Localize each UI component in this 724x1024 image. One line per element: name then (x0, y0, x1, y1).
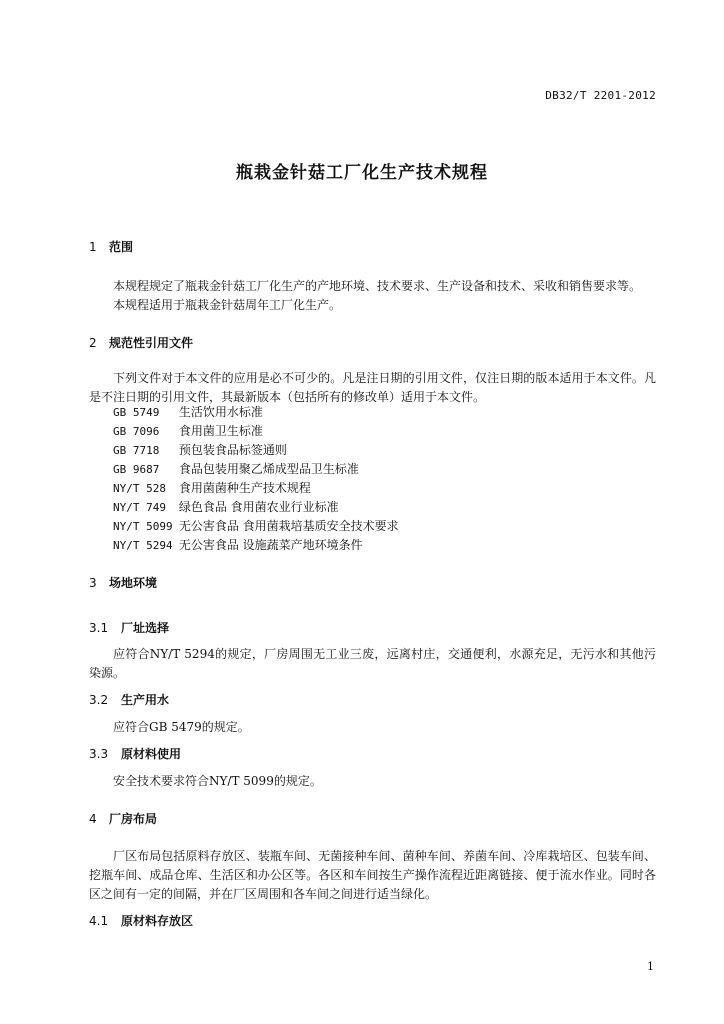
reference-item (113, 460, 399, 479)
section-4-heading (89, 810, 157, 827)
reference-item (113, 479, 399, 498)
section-number: 2 (89, 336, 97, 350)
reference-code: GB 7096 (113, 425, 160, 438)
subsection-3-1-text: 应符合NY/T 5294的规定，厂房周围无工业三废，远离村庄，交通便利，水源充足，无污水和其他污染源。 (89, 647, 656, 680)
reference-code: NY/T 5294 (113, 539, 173, 552)
page-number: 1 (647, 960, 654, 973)
reference-title: 无公害食品 设施蔬菜产地环境条件 (178, 538, 363, 552)
reference-title: 食用菌卫生标准 (178, 424, 263, 438)
reference-title: 生活饮用水标准 (178, 405, 263, 419)
section-2-heading (89, 334, 193, 351)
reference-item (113, 422, 399, 441)
reference-item (113, 441, 399, 460)
subsection-title: 原材料使用 (121, 747, 182, 761)
reference-title: 无公害食品 食用菌栽培基质安全技术要求 (178, 519, 399, 533)
section-number: 1 (89, 240, 97, 254)
subsection-4-1-heading (89, 912, 193, 929)
reference-code: GB 7718 (113, 444, 160, 457)
section-2-intro: 下列文件对于本文件的应用是必不可少的。凡是注日期的引用文件，仅注日期的版本适用于本文件。凡是不注日期的引用文件，其最新版本（包括所有的修改单）适用于本文件。 (89, 371, 656, 404)
reference-title: 绿色食品 食用菌农业行业标准 (178, 500, 339, 514)
section-number: 3 (89, 576, 97, 590)
reference-title: 食品包装用聚乙烯成型品卫生标准 (178, 462, 359, 476)
reference-title: 食用菌菌种生产技术规程 (178, 481, 311, 495)
subsection-3-2-heading (89, 691, 169, 708)
reference-code: NY/T 749 (113, 501, 166, 514)
standard-code: DB32/T 2201-2012 (545, 89, 656, 102)
reference-item (113, 517, 399, 536)
reference-item (113, 403, 399, 422)
reference-title: 预包装食品标签通则 (178, 443, 287, 457)
section-1-para-1: 本规程规定了瓶栽金针菇工厂化生产的产地环境、技术要求、生产设备和技术、采收和销售要求等。 (113, 279, 642, 293)
section-3-heading (89, 574, 157, 591)
reference-code: NY/T 528 (113, 482, 166, 495)
reference-code: NY/T 5099 (113, 520, 173, 533)
section-title: 范围 (109, 240, 134, 254)
subsection-3-1-heading (89, 619, 169, 636)
subsection-number: 4.1 (89, 914, 109, 928)
section-title: 场地环境 (109, 576, 158, 590)
subsection-number: 3.1 (89, 621, 109, 635)
section-number: 4 (89, 812, 97, 826)
document-title: 瓶栽金针菇工厂化生产技术规程 (236, 163, 488, 183)
reference-code: GB 5749 (113, 406, 160, 419)
subsection-number: 3.3 (89, 747, 109, 761)
reference-code: GB 9687 (113, 463, 160, 476)
subsection-title: 原材料存放区 (121, 914, 194, 928)
subsection-title: 厂址选择 (121, 621, 170, 635)
normative-references-list (113, 403, 399, 555)
section-1-heading (89, 238, 133, 255)
subsection-3-2-text: 应符合GB 5479的规定。 (113, 720, 250, 734)
reference-item (113, 536, 399, 555)
section-title: 规范性引用文件 (109, 336, 194, 350)
subsection-title: 生产用水 (121, 693, 170, 707)
subsection-3-3-text: 安全技术要求符合NY/T 5099的规定。 (113, 774, 322, 788)
subsection-3-3-heading (89, 745, 181, 762)
subsection-number: 3.2 (89, 693, 109, 707)
section-1-para-2: 本规程适用于瓶栽金针菇周年工厂化生产。 (113, 298, 342, 312)
section-title: 厂房布局 (109, 812, 158, 826)
section-4-text: 厂区布局包括原料存放区、装瓶车间、无菌接种车间、菌种车间、养菌车间、冷库栽培区、包装车间、挖瓶车间、成品仓库、生活区和办公区等。各区和车间按生产操作流程近距离链接、便于流水作业。同时各区之间有一定的间隔，并在厂区周围和各车间之间进行适当绿化。 (89, 849, 656, 901)
reference-item (113, 498, 399, 517)
